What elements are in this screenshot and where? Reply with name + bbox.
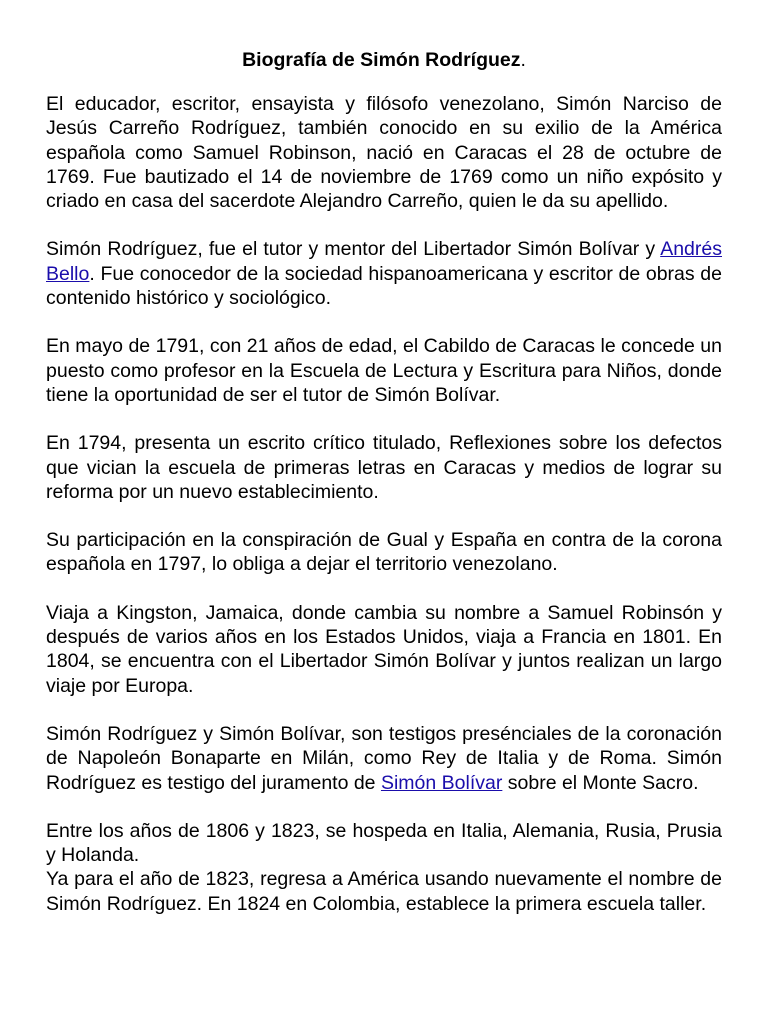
paragraph-travels: Viaja a Kingston, Jamaica, donde cambia su nombre a Samuel Robinsón y después de varios años en los Estados Unidos, viaja a Francia en 1801. En 1804, se encuentra con el Libertador Simón Bolívar y juntos realizan un largo viaje por Europa.	[46, 601, 722, 697]
paragraph-tutor-text-before: Simón Rodríguez, fue el tutor y mentor del Libertador Simón Bolívar y	[46, 238, 661, 261]
paragraph-return-america: Ya para el año de 1823, regresa a América usando nuevamente el nombre de Simón Rodríguez. En 1824 en Colombia, establece la primera escuela taller.	[46, 868, 722, 915]
paragraph-1794: En 1794, presenta un escrito crítico titulado, Reflexiones sobre los defectos que vician la escuela de primeras letras en Caracas y medios de lograr su reforma por un nuevo establecimiento.	[46, 432, 722, 503]
paragraph-conspiracy: Su participación en la conspiración de Gual y España en contra de la corona española en 1797, lo obliga a dejar el territorio venezolano.	[46, 529, 722, 576]
page-title	[46, 48, 722, 72]
paragraph-napoleon-text-after: sobre el Monte Sacro.	[502, 771, 699, 794]
link-simon-bolivar[interactable]: Simón Bolívar	[380, 771, 503, 794]
paragraph-napoleon	[46, 722, 722, 795]
link-andres-bello[interactable]: Andrés Bello	[46, 238, 722, 285]
paragraph-europe-stay: Entre los años de 1806 y 1823, se hospeda en Italia, Alemania, Rusia, Prusia y Holanda.	[46, 819, 722, 867]
paragraph-intro: El educador, escritor, ensayista y filósofo venezolano, Simón Narciso de Jesús Carreño Rodríguez, también conocido en su exilio de la América española como Samuel Robinson, nació en Caracas el 28 de octubre de 1769. Fue bautizado el 14 de noviembre de 1769 como un niño expósito y criado en casa del sacerdote Alejandro Carreño, quien le da su apellido.	[46, 93, 722, 213]
paragraph-tutor	[46, 237, 722, 310]
paragraph-napoleon-text-before: Simón Rodríguez y Simón Bolívar, son testigos presénciales de la coronación de Napoleón Bonaparte en Milán, como Rey de Italia y de Roma. Simón Rodríguez es testigo del juramento de	[46, 722, 722, 794]
paragraph-tutor-text-after: . Fue conocedor de la sociedad hispanoamericana y escritor de obras de contenido histórico y sociológico.	[46, 262, 722, 310]
page-title-text: Biografía de Simón Rodríguez	[242, 49, 521, 71]
paragraph-1791: En mayo de 1791, con 21 años de edad, el Cabildo de Caracas le concede un puesto como profesor en la Escuela de Lectura y Escritura para Niños, donde tiene la oportunidad de ser el tutor de Simón Bolívar.	[46, 335, 722, 406]
page-title-period: .	[520, 49, 526, 71]
